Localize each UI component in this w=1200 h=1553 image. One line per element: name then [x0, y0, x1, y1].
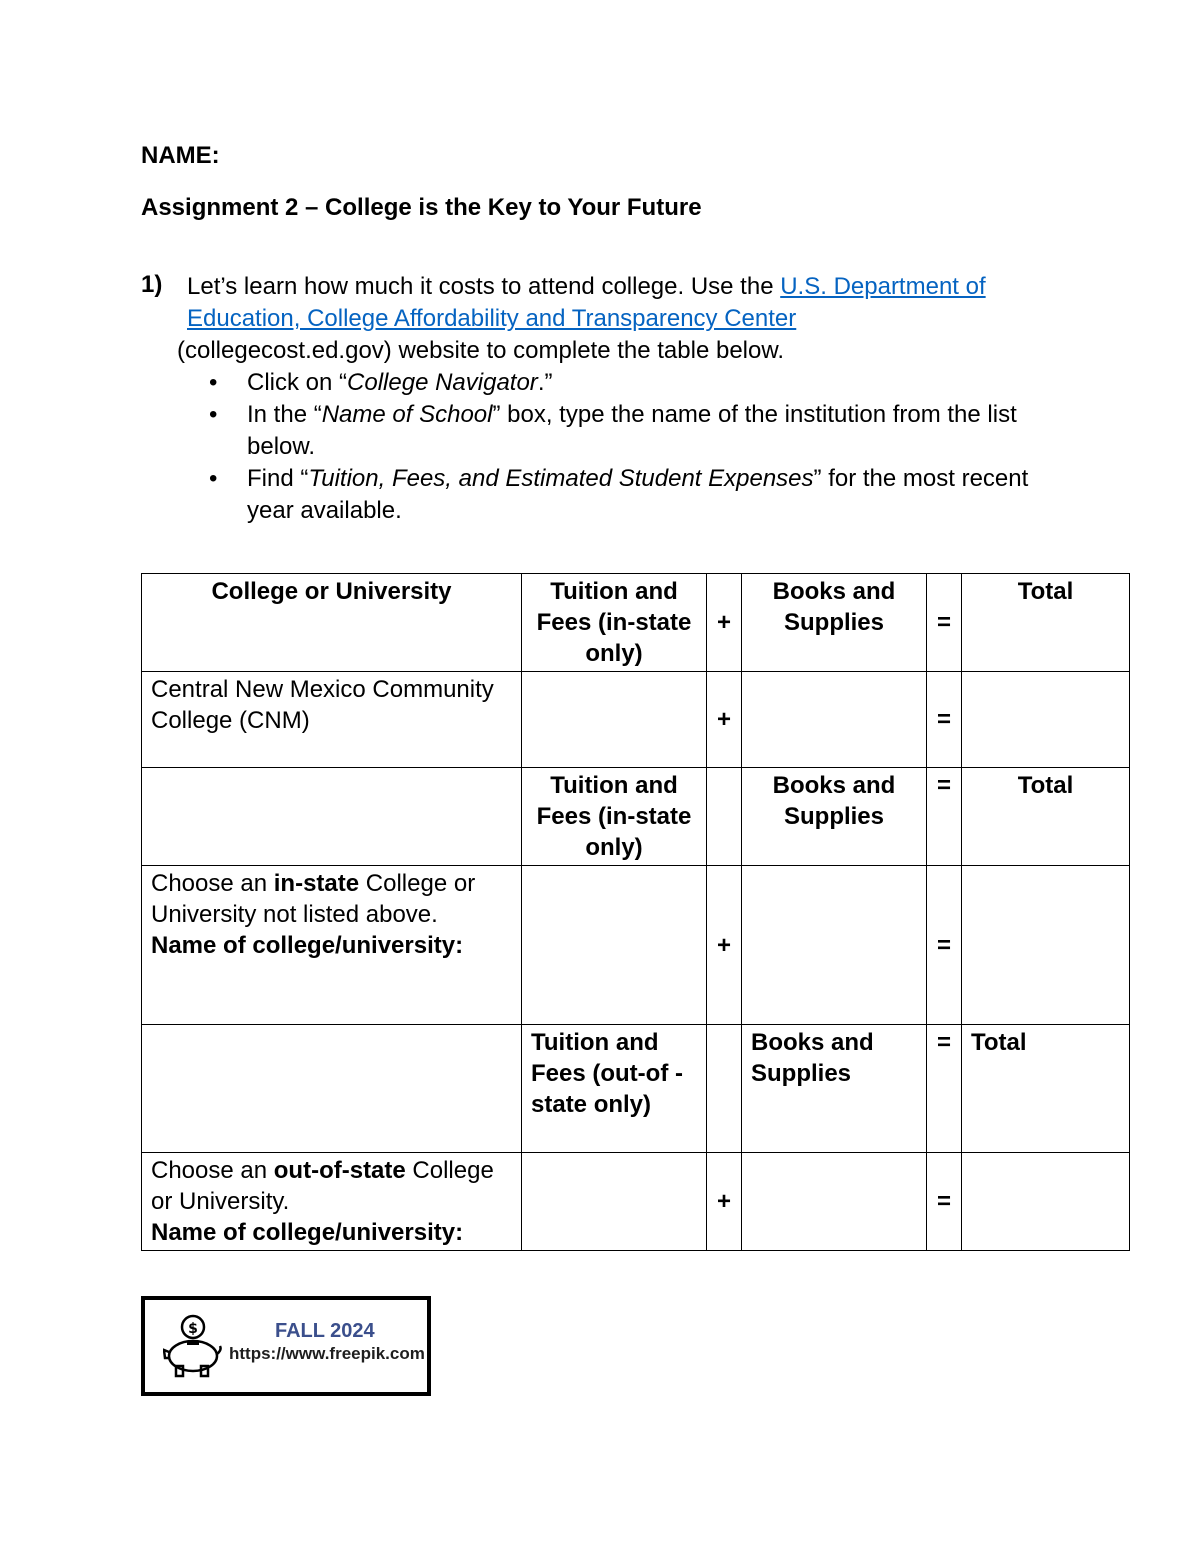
bullet-icon: •: [209, 465, 218, 492]
table-row-outstate: [142, 1153, 1130, 1251]
blank-cell: [707, 1025, 742, 1153]
question-text: [177, 271, 1077, 527]
question-after-link: (collegecost.ed.gov) website to complete the table below.: [177, 337, 785, 364]
cnm-tuition-cell[interactable]: [522, 672, 707, 768]
header-tuition-instate: Tuition and Fees (in-state only): [522, 768, 707, 866]
table-row-cnm: [142, 672, 1130, 768]
equals-sign: =: [927, 1153, 962, 1251]
table-row-instate: [142, 866, 1130, 1025]
blank-cell: [142, 768, 522, 866]
term-label: FALL 2024: [275, 1320, 375, 1342]
plus-sign: +: [707, 1153, 742, 1251]
fall-2024-badge: [141, 1296, 431, 1396]
plus-sign: +: [707, 866, 742, 1025]
header-college: College or University: [142, 574, 522, 672]
cnm-total-cell[interactable]: [962, 672, 1130, 768]
collegecost-link[interactable]: U.S. Department of Education, College Affordability and Transparency Center: [187, 273, 986, 332]
equals-sign: =: [927, 574, 962, 672]
outstate-tuition-cell[interactable]: [522, 1153, 707, 1251]
instruction-list: [177, 367, 1077, 527]
header-books: Books and Supplies: [742, 574, 927, 672]
blank-cell: [142, 1025, 522, 1153]
cnm-books-cell[interactable]: [742, 672, 927, 768]
instruction-item: • In the “Name of School” box, type the name of the institution from the list below.: [209, 401, 1017, 460]
college-cost-table: [141, 573, 1130, 1251]
freepik-url: https://www.freepik.com: [229, 1344, 425, 1363]
table-header-row: [142, 574, 1130, 672]
piggy-bank-icon: [163, 1312, 223, 1378]
outstate-prompt: Choose an out-of-state College or University. Name of college/university:: [142, 1153, 522, 1251]
name-label: NAME:: [141, 142, 220, 169]
blank-cell: [707, 768, 742, 866]
header-books-outstate: Books and Supplies: [742, 1025, 927, 1153]
instate-total-cell[interactable]: [962, 866, 1130, 1025]
question-number: 1): [141, 271, 163, 298]
plus-sign: +: [707, 672, 742, 768]
table-subheader-outstate: [142, 1025, 1130, 1153]
plus-sign: +: [707, 574, 742, 672]
header-total-instate: Total: [962, 768, 1130, 866]
bullet-icon: •: [209, 401, 218, 428]
instruction-item: • Click on “College Navigator.”: [177, 367, 1077, 399]
assignment-title: Assignment 2 – College is the Key to Your Future: [141, 194, 702, 221]
bullet-icon: •: [209, 369, 218, 396]
instate-tuition-cell[interactable]: [522, 866, 707, 1025]
equals-sign: =: [927, 866, 962, 1025]
cnm-name: Central New Mexico Community College (CNM): [142, 672, 522, 768]
outstate-total-cell[interactable]: [962, 1153, 1130, 1251]
instruction-item: • Find “Tuition, Fees, and Estimated Student Expenses” for the most recent year available.: [209, 465, 1029, 524]
outstate-books-cell[interactable]: [742, 1153, 927, 1251]
instate-prompt: Choose an in-state College or University not listed above. Name of college/university:: [142, 866, 522, 1025]
equals-sign: =: [927, 672, 962, 768]
header-tuition-outstate: Tuition and Fees (out-of -state only): [522, 1025, 707, 1153]
header-total-outstate: Total: [962, 1025, 1130, 1153]
name-of-college-label: Name of college/university:: [151, 932, 464, 959]
instate-books-cell[interactable]: [742, 866, 927, 1025]
header-books-instate: Books and Supplies: [742, 768, 927, 866]
header-tuition: Tuition and Fees (in-state only): [522, 574, 707, 672]
equals-sign: =: [927, 768, 962, 866]
name-of-college-label: Name of college/university:: [151, 1219, 464, 1246]
header-total: Total: [962, 574, 1130, 672]
question-intro: Let’s learn how much it costs to attend college. Use the U.S. Department of Education, College Affordability and Transparency Center: [187, 273, 986, 332]
equals-sign: =: [927, 1025, 962, 1153]
table-subheader-instate: [142, 768, 1130, 866]
svg-text:$: $: [188, 1321, 198, 1337]
